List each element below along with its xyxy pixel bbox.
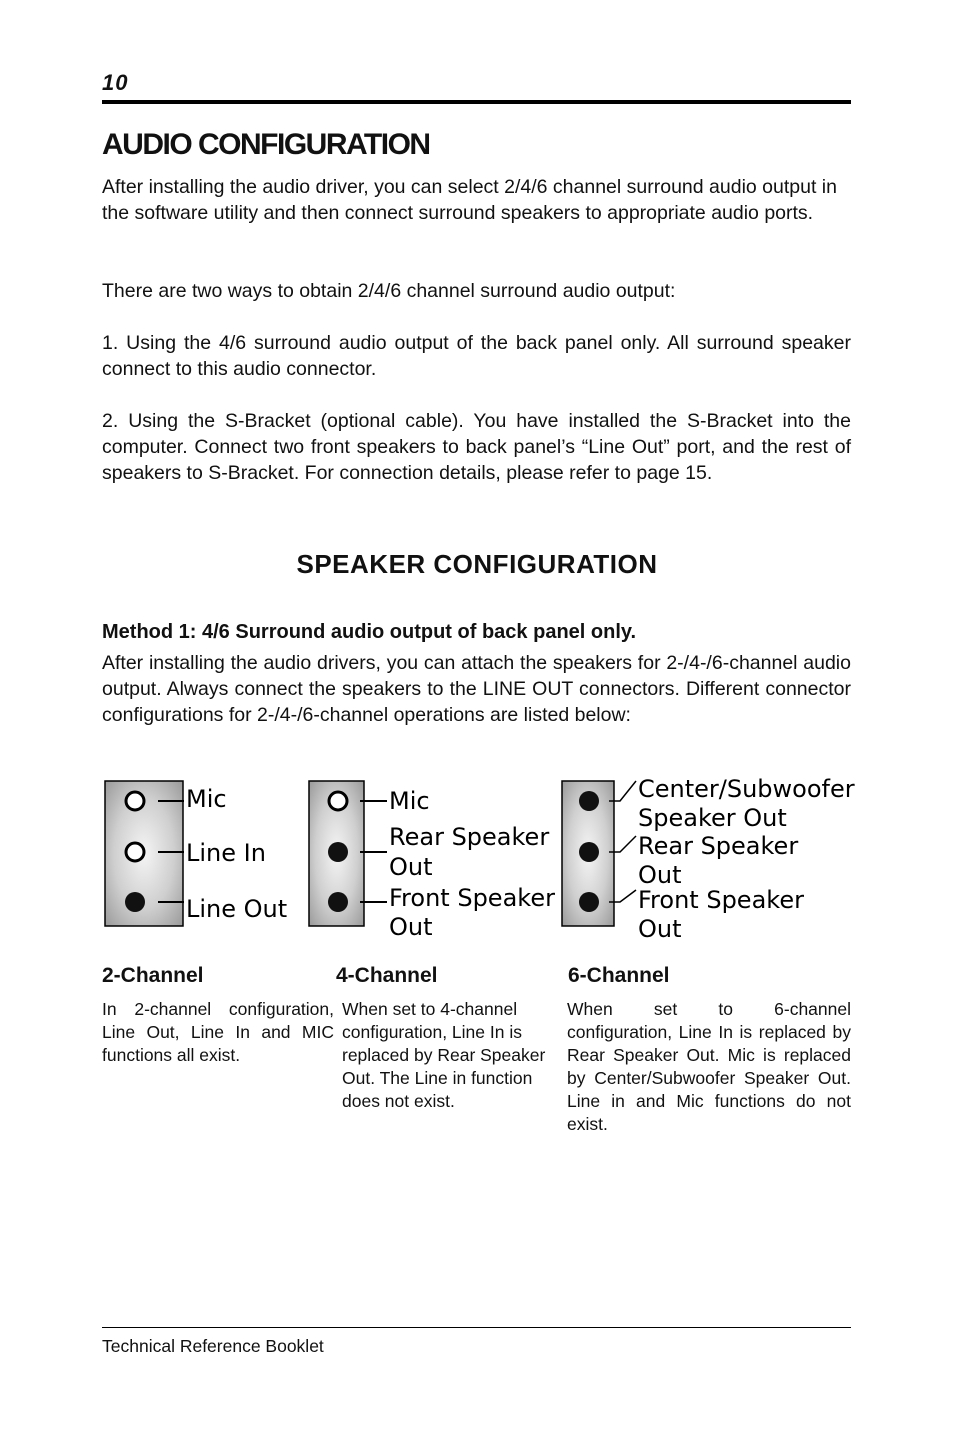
channel-4-title: 4-Channel	[336, 964, 438, 987]
ch4-label-mic: Mic	[389, 787, 430, 815]
ch2-label-line-in: Line In	[186, 839, 266, 867]
line-out-jack-icon	[125, 892, 145, 912]
ch6-label-rear-out: Out	[638, 861, 682, 889]
panel-4-channel	[309, 781, 555, 941]
header-rule	[102, 100, 851, 104]
channel-2-description: In 2-channel configuration, Line Out, Line In and MIC functions all exist.	[102, 999, 334, 1065]
section-heading: SPEAKER CONFIGURATION	[296, 549, 658, 579]
ways-paragraph: There are two ways to obtain 2/4/6 channel surround audio output:	[102, 280, 676, 302]
mic-jack-icon	[329, 792, 347, 810]
footer-text: Technical Reference Booklet	[102, 1336, 324, 1356]
page-title: AUDIO CONFIGURATION	[102, 128, 430, 161]
channel-2-title: 2-Channel	[102, 964, 204, 987]
ch4-label-rear-out: Out	[389, 853, 433, 881]
intro-paragraph: After installing the audio driver, you can select 2/4/6 channel surround audio output in the software utility and then connect surround speakers to appropriate audio ports.	[102, 176, 837, 224]
method-body: After installing the audio drivers, you can attach the speakers for 2-/4-/6-channel audio output. Always connect the speakers to the LINE OUT connectors. Different connector configurations for 2-/4-/6-channel operations are listed below:	[102, 652, 851, 726]
channel-4-description: When set to 4-channel configuration, Line In is replaced by Rear Speaker Out. The Line in function does not exist.	[342, 999, 546, 1111]
ch2-label-mic: Mic	[186, 785, 227, 813]
ch4-label-rear-speaker: Rear Speaker	[389, 823, 550, 851]
audio-connector-diagram	[100, 776, 860, 946]
ch6-label-front-speaker: Front Speaker	[638, 886, 804, 914]
channel-6-title: 6-Channel	[568, 964, 670, 987]
line-in-jack-icon	[126, 843, 144, 861]
center-subwoofer-jack-icon	[579, 791, 599, 811]
rear-speaker-jack-icon	[579, 842, 599, 862]
panel-2-channel	[105, 781, 287, 926]
front-speaker-jack-icon	[579, 892, 599, 912]
method-2-paragraph: 2. Using the S-Bracket (optional cable). You have installed the S-Bracket into the computer. Connect two front speakers to back panel’s “Line Out” port, and the rest of speakers to S-Bracket. For connection details, please refer to page 15.	[102, 410, 851, 484]
ch6-label-front-out: Out	[638, 915, 682, 943]
ch6-label-rear-speaker: Rear Speaker	[638, 832, 799, 860]
front-speaker-jack-icon	[328, 892, 348, 912]
rear-speaker-jack-icon	[328, 842, 348, 862]
method-title: Method 1: 4/6 Surround audio output of back panel only.	[102, 621, 637, 643]
method-1-paragraph: 1. Using the 4/6 surround audio output of the back panel only. All surround speaker connect to this audio connector.	[102, 332, 851, 380]
ch4-label-front-speaker: Front Speaker	[389, 884, 555, 912]
footer-rule	[102, 1327, 851, 1328]
mic-jack-icon	[126, 792, 144, 810]
ch6-label-speaker-out: Speaker Out	[638, 804, 787, 832]
ch4-label-front-out: Out	[389, 913, 433, 941]
ch2-label-line-out: Line Out	[186, 895, 288, 923]
panel-6-channel	[562, 776, 855, 943]
ch6-label-center-subwoofer: Center/Subwoofer	[638, 776, 855, 803]
channel-6-description: When set to 6-channel configuration, Line In is replaced by Rear Speaker Out. Mic is replaced by Center/Subwoofer Speaker Out. Line in and Mic functions do not exist.	[567, 999, 851, 1134]
page-number: 10	[102, 70, 129, 95]
